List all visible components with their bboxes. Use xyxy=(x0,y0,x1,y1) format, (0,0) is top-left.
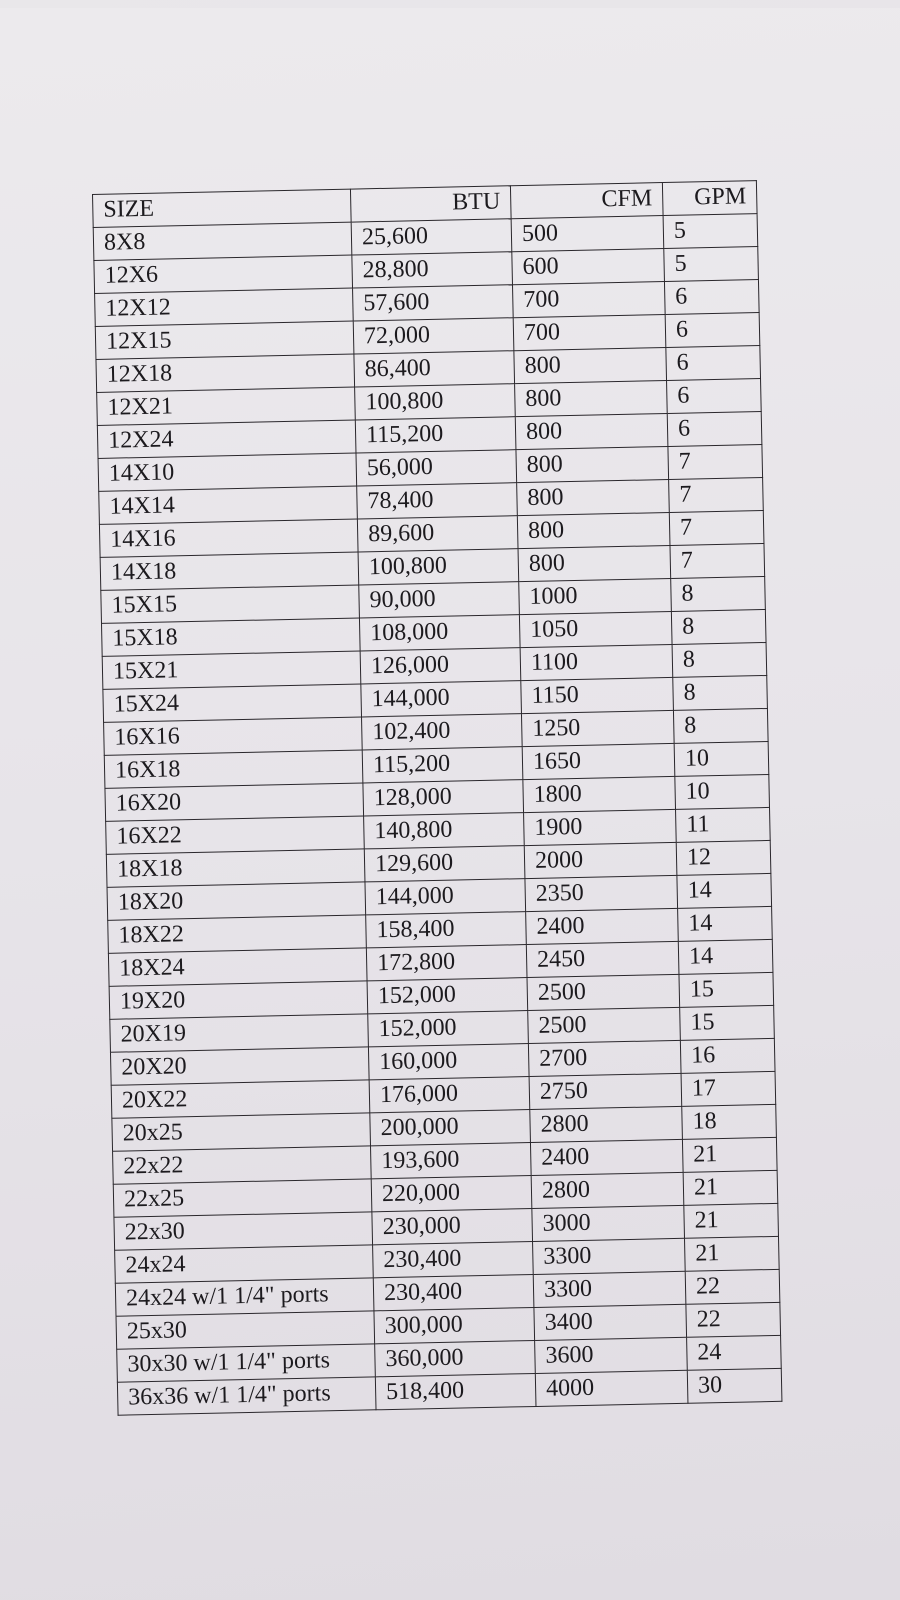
cell-size: 12X6 xyxy=(94,255,353,293)
cell-cfm: 1050 xyxy=(519,611,672,647)
cell-gpm: 24 xyxy=(687,1335,782,1370)
cell-cfm: 800 xyxy=(514,348,667,384)
cell-size: 16X22 xyxy=(106,816,365,854)
cell-cfm: 2500 xyxy=(527,974,680,1010)
cell-gpm: 17 xyxy=(681,1071,776,1106)
cell-btu: 230,400 xyxy=(373,1242,534,1278)
cell-btu: 160,000 xyxy=(368,1044,529,1080)
cell-cfm: 3600 xyxy=(535,1337,688,1373)
cell-cfm: 2700 xyxy=(528,1040,681,1076)
cell-gpm: 10 xyxy=(675,774,770,809)
cell-size: 18X20 xyxy=(107,882,366,920)
header-size: SIZE xyxy=(93,189,352,227)
cell-btu: 176,000 xyxy=(369,1077,530,1113)
cell-cfm: 4000 xyxy=(535,1370,688,1406)
cell-btu: 518,400 xyxy=(375,1373,536,1409)
cell-gpm: 21 xyxy=(682,1137,777,1172)
cell-size: 20X22 xyxy=(111,1080,370,1118)
cell-size: 12X15 xyxy=(95,321,354,359)
cell-gpm: 15 xyxy=(679,972,774,1007)
cell-cfm: 800 xyxy=(518,545,671,581)
cell-gpm: 5 xyxy=(664,247,759,282)
cell-btu: 100,800 xyxy=(358,549,519,585)
cell-size: 20X20 xyxy=(110,1047,369,1085)
cell-cfm: 600 xyxy=(512,249,665,285)
cell-gpm: 21 xyxy=(684,1203,779,1238)
cell-cfm: 700 xyxy=(512,282,665,318)
cell-btu: 89,600 xyxy=(357,516,518,552)
cell-cfm: 2350 xyxy=(525,875,678,911)
cell-size: 22x30 xyxy=(114,1212,373,1250)
size-spec-table xyxy=(92,180,782,1416)
cell-gpm: 15 xyxy=(680,1005,775,1040)
cell-size: 20x25 xyxy=(112,1113,371,1151)
cell-cfm: 3300 xyxy=(533,1238,686,1274)
cell-btu: 200,000 xyxy=(370,1110,531,1146)
cell-size: 24x24 xyxy=(115,1245,374,1283)
cell-btu: 78,400 xyxy=(357,483,518,519)
cell-cfm: 2400 xyxy=(530,1139,683,1175)
cell-btu: 220,000 xyxy=(371,1176,532,1212)
cell-size: 15X15 xyxy=(101,585,360,623)
cell-size: 36x36 w/1 1/4" ports xyxy=(117,1377,376,1415)
cell-btu: 100,800 xyxy=(355,384,516,420)
cell-cfm: 1900 xyxy=(524,809,677,845)
cell-btu: 230,000 xyxy=(372,1209,533,1245)
cell-btu: 86,400 xyxy=(354,351,515,387)
cell-gpm: 6 xyxy=(667,412,762,447)
cell-gpm: 18 xyxy=(682,1104,777,1139)
cell-gpm: 22 xyxy=(686,1302,781,1337)
cell-btu: 230,400 xyxy=(373,1274,534,1310)
cell-size: 25x30 xyxy=(116,1311,375,1349)
cell-gpm: 16 xyxy=(680,1038,775,1073)
cell-cfm: 2000 xyxy=(524,842,677,878)
cell-cfm: 2800 xyxy=(530,1106,683,1142)
cell-gpm: 7 xyxy=(669,478,764,513)
cell-size: 12X24 xyxy=(97,420,356,458)
cell-gpm: 12 xyxy=(676,840,771,875)
cell-cfm: 800 xyxy=(517,479,670,515)
cell-size: 12X12 xyxy=(95,288,354,326)
cell-btu: 126,000 xyxy=(360,648,521,684)
cell-size: 14X18 xyxy=(100,552,359,590)
cell-cfm: 1650 xyxy=(522,743,675,779)
cell-btu: 115,200 xyxy=(355,417,516,453)
cell-gpm: 7 xyxy=(669,511,764,546)
cell-gpm: 8 xyxy=(673,708,768,743)
cell-size: 18X18 xyxy=(106,849,365,887)
cell-size: 22x22 xyxy=(113,1146,372,1184)
table-body xyxy=(93,214,782,1416)
cell-gpm: 6 xyxy=(665,313,760,348)
cell-gpm: 7 xyxy=(670,544,765,579)
cell-gpm: 5 xyxy=(663,214,758,249)
cell-gpm: 6 xyxy=(666,346,761,381)
cell-cfm: 1000 xyxy=(519,578,672,614)
cell-gpm: 21 xyxy=(683,1170,778,1205)
header-btu: BTU xyxy=(350,186,511,222)
cell-cfm: 2800 xyxy=(531,1172,684,1208)
cell-gpm: 14 xyxy=(678,906,773,941)
cell-size: 15X21 xyxy=(102,651,361,689)
cell-size: 19X20 xyxy=(109,981,368,1019)
cell-cfm: 2400 xyxy=(526,908,679,944)
cell-btu: 108,000 xyxy=(359,615,520,651)
cell-size: 18X22 xyxy=(108,915,367,953)
cell-size: 12X18 xyxy=(96,354,355,392)
cell-gpm: 8 xyxy=(673,675,768,710)
cell-size: 22x25 xyxy=(113,1179,372,1217)
cell-gpm: 6 xyxy=(664,280,759,315)
cell-btu: 300,000 xyxy=(374,1307,535,1343)
cell-cfm: 800 xyxy=(517,512,670,548)
cell-gpm: 8 xyxy=(672,642,767,677)
cell-btu: 72,000 xyxy=(353,318,514,354)
cell-cfm: 1100 xyxy=(520,644,673,680)
cell-cfm: 3000 xyxy=(532,1205,685,1241)
cell-cfm: 2450 xyxy=(526,941,679,977)
cell-gpm: 11 xyxy=(676,807,771,842)
cell-cfm: 800 xyxy=(516,446,669,482)
spec-sheet xyxy=(92,180,781,1416)
cell-size: 14X16 xyxy=(99,519,358,557)
cell-size: 14X10 xyxy=(98,453,357,491)
cell-cfm: 1250 xyxy=(521,710,674,746)
cell-cfm: 2500 xyxy=(528,1007,681,1043)
cell-btu: 28,800 xyxy=(352,252,513,288)
cell-btu: 115,200 xyxy=(362,747,523,783)
cell-btu: 140,800 xyxy=(364,813,525,849)
cell-gpm: 7 xyxy=(668,445,763,480)
cell-gpm: 6 xyxy=(667,379,762,414)
cell-gpm: 30 xyxy=(687,1368,782,1403)
cell-btu: 152,000 xyxy=(367,978,528,1014)
cell-btu: 129,600 xyxy=(364,846,525,882)
cell-size: 16X16 xyxy=(104,717,363,755)
cell-gpm: 14 xyxy=(677,873,772,908)
cell-size: 30x30 w/1 1/4" ports xyxy=(117,1344,376,1382)
cell-btu: 158,400 xyxy=(366,912,527,948)
cell-btu: 56,000 xyxy=(356,450,517,486)
cell-gpm: 10 xyxy=(674,741,769,776)
header-cfm: CFM xyxy=(510,183,663,219)
header-gpm: GPM xyxy=(662,181,757,216)
cell-cfm: 700 xyxy=(513,315,666,351)
cell-cfm: 800 xyxy=(515,414,668,450)
cell-cfm: 3400 xyxy=(534,1304,687,1340)
cell-btu: 152,000 xyxy=(368,1011,529,1047)
cell-btu: 193,600 xyxy=(370,1143,531,1179)
cell-btu: 360,000 xyxy=(375,1340,536,1376)
cell-cfm: 3300 xyxy=(533,1271,686,1307)
cell-cfm: 2750 xyxy=(529,1073,682,1109)
cell-btu: 90,000 xyxy=(359,582,520,618)
cell-size: 15X24 xyxy=(103,684,362,722)
cell-size: 15X18 xyxy=(101,618,360,656)
cell-size: 20X19 xyxy=(110,1014,369,1052)
cell-gpm: 14 xyxy=(678,939,773,974)
cell-size: 18X24 xyxy=(108,948,367,986)
cell-btu: 102,400 xyxy=(362,714,523,750)
cell-btu: 25,600 xyxy=(351,219,512,255)
paper-background xyxy=(0,8,900,1600)
cell-cfm: 1800 xyxy=(523,776,676,812)
cell-gpm: 22 xyxy=(685,1269,780,1304)
cell-cfm: 800 xyxy=(515,381,668,417)
cell-cfm: 1150 xyxy=(521,677,674,713)
cell-gpm: 8 xyxy=(671,609,766,644)
cell-size: 8X8 xyxy=(93,222,352,260)
cell-gpm: 8 xyxy=(671,576,766,611)
cell-size: 24x24 w/1 1/4" ports xyxy=(115,1278,374,1316)
cell-size: 14X14 xyxy=(99,486,358,524)
cell-size: 16X18 xyxy=(104,750,363,788)
cell-btu: 144,000 xyxy=(361,681,522,717)
cell-cfm: 500 xyxy=(511,216,664,252)
cell-gpm: 21 xyxy=(685,1236,780,1271)
cell-size: 16X20 xyxy=(105,783,364,821)
cell-btu: 57,600 xyxy=(353,285,514,321)
cell-btu: 144,000 xyxy=(365,879,526,915)
cell-size: 12X21 xyxy=(97,387,356,425)
cell-btu: 128,000 xyxy=(363,780,524,816)
cell-btu: 172,800 xyxy=(366,945,527,981)
